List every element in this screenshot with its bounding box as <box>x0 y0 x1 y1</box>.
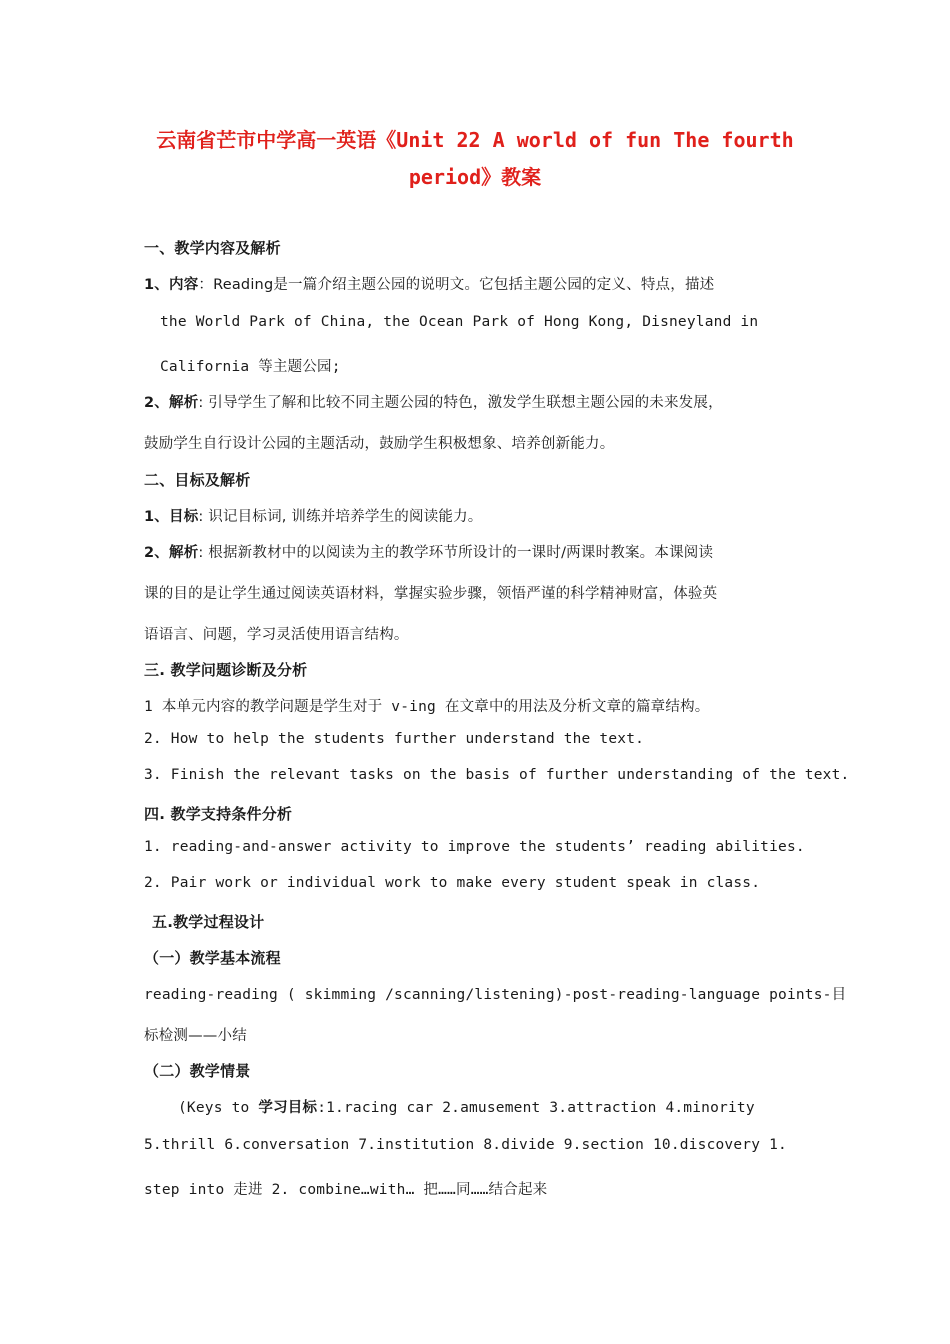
keys-line3: step into 走进 2. combine…with… 把……同……结合起来 <box>144 1182 548 1198</box>
analysis-text-line2: 鼓励学生自行设计公园的主题活动，鼓励学生积极想象、培养创新能力。 <box>144 436 615 452</box>
flow-text-line1: reading-reading ( skimming /scanning/listening)-post-reading-language points-目 <box>144 987 847 1003</box>
goal-text: : 识记目标词, 训练并培养学生的阅读能力。 <box>198 509 483 525</box>
keys-items: :1.racing car 2.amusement 3.attraction 4.minority <box>317 1100 755 1116</box>
paragraph-content <box>144 273 714 294</box>
paragraph-goal <box>144 505 483 526</box>
goal-analysis-label: 2、解析 <box>144 545 199 561</box>
goal-analysis-line3: 语语言、问题，学习灵活使用语言结构。 <box>144 627 409 643</box>
section-heading-support: 四. 教学支持条件分析 <box>144 805 293 823</box>
document-title-line1: 云南省芒市中学高一英语《Unit 22 A world of fun The fourth <box>156 128 794 152</box>
subheading-scenario: （二）教学情景 <box>144 1062 251 1080</box>
content-text-line2: the World Park of China, the Ocean Park of Hong Kong, Disneyland in <box>160 314 759 330</box>
content-label: 1、内容 <box>144 277 199 293</box>
goal-analysis-text: : 根据新教材中的以阅读为主的教学环节所设计的一课时/两课时教案。本课阅读 <box>198 545 714 561</box>
keys-line1 <box>178 1096 755 1117</box>
flow-text-line2: 标检测——小结 <box>144 1028 247 1044</box>
analysis-label: 2、解析 <box>144 395 199 411</box>
paragraph-analysis <box>144 391 723 412</box>
document-title-line2: period》教案 <box>408 165 542 189</box>
analysis-text: : 引导学生了解和比较不同主题公园的特色，激发学生联想主题公园的未来发展， <box>198 395 723 411</box>
diagnosis-item-1: 1 本单元内容的教学问题是学生对于 v-ing 在文章中的用法及分析文章的篇章结构。 <box>144 699 710 715</box>
keys-line2: 5.thrill 6.conversation 7.institution 8.divide 9.section 10.discovery 1. <box>144 1137 787 1153</box>
section-heading-content: 一、教学内容及解析 <box>144 239 281 257</box>
paragraph-goal-analysis <box>144 541 713 562</box>
diagnosis-item-2: 2. How to help the students further understand the text. <box>144 731 645 747</box>
support-item-1: 1. reading-and-answer activity to improve the students’ reading abilities. <box>144 839 805 855</box>
content-text: ：Reading是一篇介绍主题公园的说明文。它包括主题公园的定义、特点，描述 <box>198 277 715 293</box>
diagnosis-item-3: 3. Finish the relevant tasks on the basis of further understanding of the text. <box>144 767 850 783</box>
content-text-line3: California 等主题公园; <box>160 359 341 375</box>
support-item-2: 2. Pair work or individual work to make every student speak in class. <box>144 875 761 891</box>
keys-prefix: (Keys to <box>178 1100 259 1116</box>
section-heading-process: 五.教学过程设计 <box>152 913 265 931</box>
goal-analysis-line2: 课的目的是让学生通过阅读英语材料，掌握实验步骤，领悟严谨的科学精神财富，体验英 <box>144 586 718 602</box>
subheading-basic-flow: （一）教学基本流程 <box>144 949 281 967</box>
keys-label: 学习目标 <box>258 1100 318 1116</box>
goal-label: 1、目标 <box>144 509 199 525</box>
section-heading-diagnosis: 三. 教学问题诊断及分析 <box>144 661 308 679</box>
section-heading-goals: 二、目标及解析 <box>144 471 251 489</box>
